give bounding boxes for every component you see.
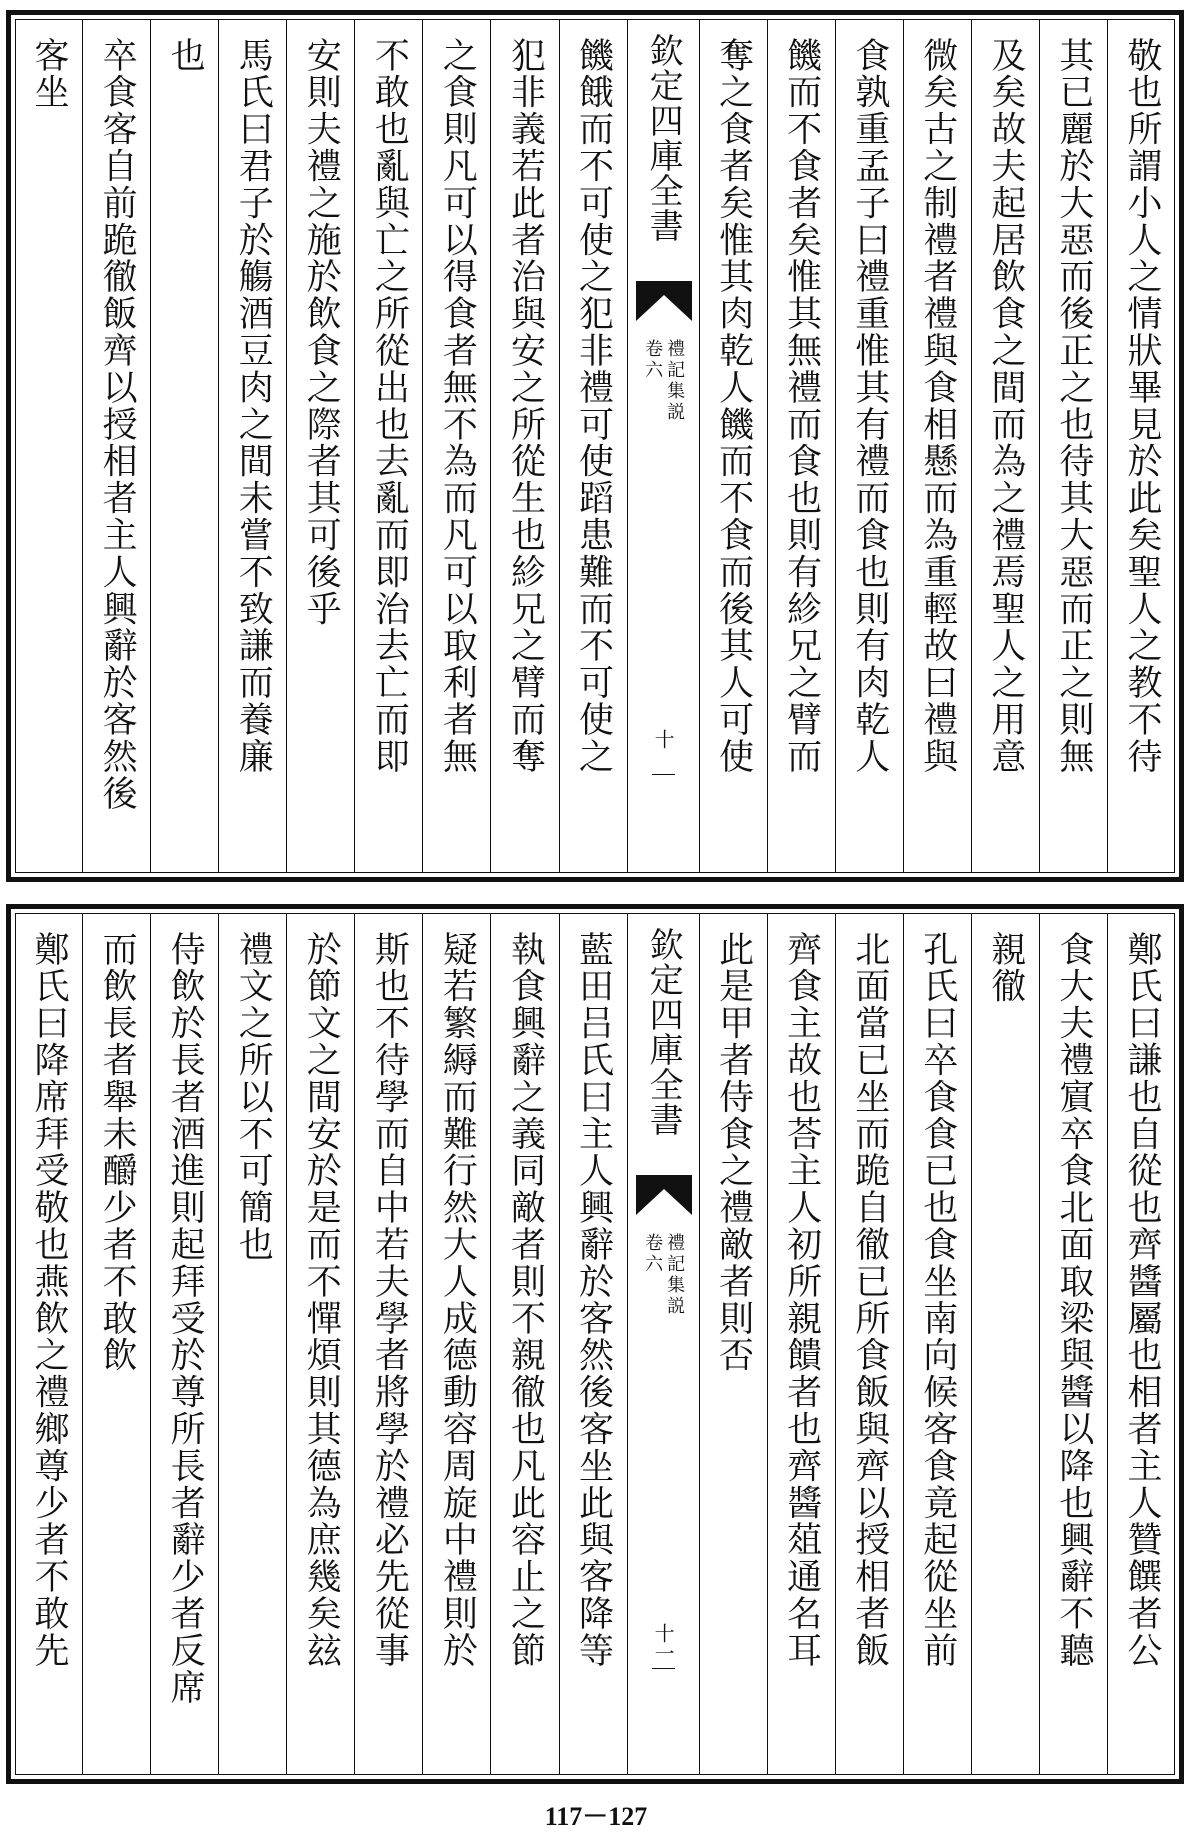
text-column: 鄭氏曰謙也自從也齊醬屬也相者主人贊饌者公 [1107,913,1175,1775]
sheet-number: 十 [651,729,676,749]
text-column: 此是甲者侍食之禮敵者則否 [699,913,767,1775]
text-column: 執食興辭之義同敵者則不親徹也凡此容止之節 [490,913,558,1775]
text-column: 北面當已坐而跪自徹已所食飯與齊以授相者飯 [835,913,903,1775]
text-column: 於節文之間安於是而不憚煩則其德為庶幾矣玆 [286,913,354,1775]
fold-rule [652,774,675,775]
text-column: 孔氏曰卒食食已也食坐南向候客食竟起從坐前 [903,913,971,1775]
text-column: 齊食主故也荅主人初所親饋者也齊醬葅通名耳 [767,913,835,1775]
volume-label: 卷六 [642,1233,664,1275]
text-column: 食孰重孟子曰禮重惟其有禮而食也則有肉乾人 [835,19,903,873]
text-column: 安則夫禮之施於飲食之際者其可後乎 [286,19,354,873]
centre-fold [627,19,699,873]
collection-title: 欽定四庫全書 [643,927,684,1137]
centre-fold [627,913,699,1775]
text-columns [15,913,1175,1775]
text-column: 犯非義若此者治與安之所從生也紾兄之臂而奪 [490,19,558,873]
page-panel-bottom [6,904,1184,1784]
book-title: 禮記集説 [664,1233,686,1317]
text-column: 鄭氏曰降席拜受敬也燕飲之禮鄉尊少者不敢先 [29,931,70,1669]
text-column: 饑餓而不可使之犯非禮可使蹈患難而不可使之 [559,19,627,873]
text-column: 敬也所謂小人之情狀畢見於此矣聖人之教不待 [1107,19,1175,873]
text-column: 奪之食者矣惟其肉乾人饑而不食而後其人可使 [699,19,767,873]
text-column: 藍田吕氏曰主人興辭於客然後客坐此與客降等 [559,913,627,1775]
text-column: 而飲長者舉未釂少者不敢飲 [82,913,150,1775]
text-column: 疑若繁縟而難行然大人成德動容周旋中禮則於 [422,913,490,1775]
text-column: 斯也不待學而自中若夫學者將學於禮必先從事 [354,913,422,1775]
text-columns [15,19,1175,873]
text-column: 及矣故夫起居飲食之間而為之禮焉聖人之用意 [971,19,1039,873]
fish-tail-icon [636,1175,692,1215]
text-column: 親徹 [971,913,1039,1775]
fold-rule [652,1668,675,1669]
text-column: 微矣古之制禮者禮與食相懸而為重輕故曰禮與 [903,19,971,873]
text-column: 馬氏曰君子於觴酒豆肉之間未嘗不致謙而養廉 [218,19,286,873]
text-column: 之食則凡可以得食者無不為而凡可以取利者無 [422,19,490,873]
text-column: 客坐 [29,37,70,111]
text-column: 食大夫禮賔卒食北面取梁與醬以降也興辭不聽 [1039,913,1107,1775]
text-column: 饑而不食者矣惟其無禮而食也則有紾兄之臂而 [767,19,835,873]
text-column: 也 [150,19,218,873]
book-subtitle [632,1233,695,1317]
page-number: 117－127 [544,1802,648,1831]
page-panel-top [6,10,1184,882]
book-subtitle [632,339,695,423]
text-column: 侍飲於長者酒進則起拜受於尊所長者辭少者反席 [150,913,218,1775]
volume-label: 卷六 [642,339,664,381]
text-column: 不敢也亂與亡之所從出也去亂而即治去亡而即 [354,19,422,873]
book-title: 禮記集説 [664,339,686,423]
fish-tail-icon [636,281,692,321]
sheet-number: 十一 [651,1623,676,1663]
text-column: 禮文之所以不可簡也 [218,913,286,1775]
text-column: 卒食客自前跪徹飯齊以授相者主人興辭於客然後 [82,19,150,873]
text-column: 其已麗於大惡而後正之也待其大惡而正之則無 [1039,19,1107,873]
collection-title: 欽定四庫全書 [643,33,684,243]
